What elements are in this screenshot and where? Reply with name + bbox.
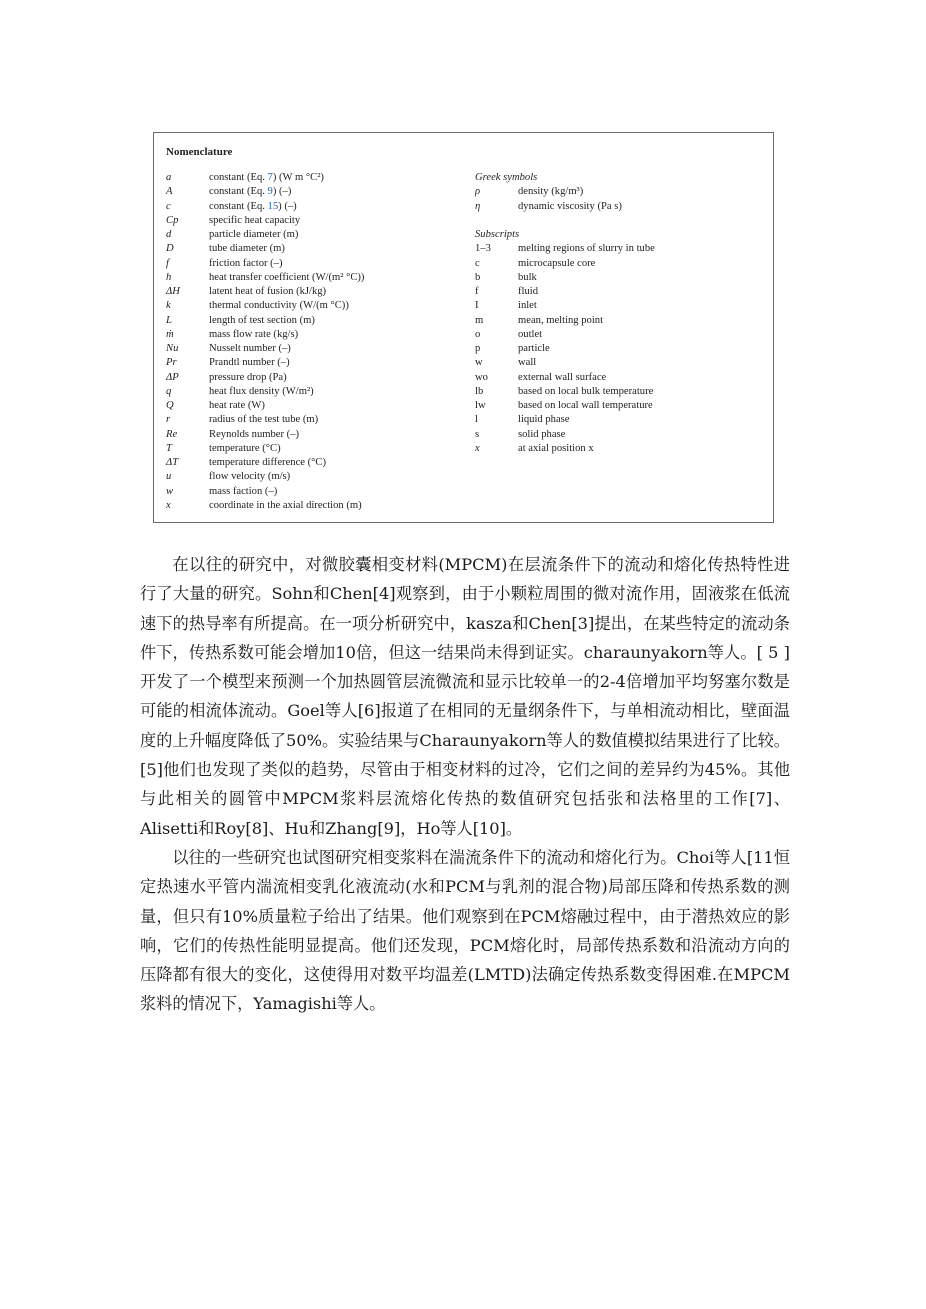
nomenclature-definition [209, 242, 285, 256]
definition-text: inlet [518, 300, 537, 312]
nomenclature-row [166, 470, 364, 484]
nomenclature-row [475, 328, 655, 342]
nomenclature-symbol: η [475, 200, 481, 212]
paragraph-2: 以往的一些研究也试图研究相变浆料在湍流条件下的流动和熔化行为。Choi等人[11恒定热速水平管内湍流相变乳化液流动(水和PCM与乳剂的混合物)局部压降和传热系数的测量，但只有10%质量粒子给出了结果。他们观察到在PCM熔融过程中，由于潜热效应的影响，它们的传热性能明显提高。他们还发现，PCM熔化时，局部传热系数和沿流动方向的压降都有很大的变化，这使得用对数平均温差(LMTD)法确定传热系数变得困难.在MPCM浆料的情况下，Yamagishi等人。 [140, 847, 790, 1014]
definition-text: Prandtl number (–) [209, 357, 290, 369]
nomenclature-definition [518, 257, 595, 271]
nomenclature-definition [209, 214, 300, 228]
nomenclature-symbol: o [475, 328, 481, 340]
definition-text: temperature difference (°C) [209, 457, 326, 468]
definition-text: coordinate in the axial direction (m) [209, 499, 362, 511]
nomenclature-row [166, 171, 364, 185]
nomenclature-definition [518, 185, 583, 199]
nomenclature-symbol: T [166, 442, 172, 454]
nomenclature-definition [209, 228, 298, 242]
nomenclature-left-column [166, 171, 364, 513]
nomenclature-definition [518, 442, 594, 456]
nomenclature-row [166, 271, 364, 285]
definition-text: constant (Eq. [209, 186, 268, 198]
nomenclature-definition [209, 371, 287, 385]
nomenclature-definition [518, 428, 565, 442]
greek-symbols-list [475, 185, 655, 214]
nomenclature-row [475, 442, 655, 456]
nomenclature-row [166, 242, 364, 256]
nomenclature-definition [518, 299, 537, 313]
nomenclature-row [166, 485, 364, 499]
definition-text: mass faction (–) [209, 485, 278, 497]
nomenclature-row [166, 385, 364, 399]
nomenclature-table [153, 132, 774, 523]
nomenclature-definition [518, 242, 655, 256]
nomenclature-symbol: ΔH [166, 286, 180, 297]
definition-text: dynamic viscosity (Pa s) [518, 200, 622, 212]
nomenclature-row [166, 399, 364, 413]
equation-reference-link[interactable]: 9 [267, 186, 273, 198]
nomenclature-symbol: x [475, 442, 480, 454]
nomenclature-row [166, 200, 364, 214]
nomenclature-symbol: 1–3 [475, 243, 491, 255]
definition-unit: ) (W m °C²) [272, 172, 324, 183]
nomenclature-symbol: q [166, 385, 172, 397]
nomenclature-definition [209, 442, 281, 456]
nomenclature-row [475, 314, 655, 328]
nomenclature-symbol: p [475, 343, 481, 354]
definition-text: microcapsule core [518, 257, 596, 269]
nomenclature-symbol: w [475, 357, 483, 369]
nomenclature-row [166, 285, 364, 299]
nomenclature-row [475, 271, 655, 285]
nomenclature-symbol: Cp [166, 214, 179, 226]
nomenclature-title: Nomenclature [166, 146, 233, 158]
definition-text: specific heat capacity [209, 214, 301, 226]
definition-text: particle [518, 343, 550, 354]
nomenclature-row [166, 413, 364, 427]
definition-text: solid phase [518, 428, 566, 440]
nomenclature-symbol: m [475, 314, 484, 326]
definition-text: constant (Eq. [209, 200, 268, 212]
nomenclature-symbol: c [166, 200, 171, 212]
nomenclature-definition [518, 285, 538, 299]
nomenclature-definition [209, 185, 291, 199]
definition-text: at axial position x [518, 442, 594, 454]
nomenclature-symbol: x [166, 499, 171, 511]
definition-text: outlet [518, 328, 543, 340]
nomenclature-definition [518, 200, 622, 214]
definition-text: mass flow rate (kg/s) [209, 328, 299, 340]
subscripts-heading: Subscripts [475, 229, 520, 240]
nomenclature-row [166, 371, 364, 385]
nomenclature-row [166, 428, 364, 442]
nomenclature-definition [209, 399, 265, 413]
nomenclature-symbol: s [475, 428, 480, 440]
nomenclature-row [475, 299, 655, 313]
definition-text: radius of the test tube (m) [209, 414, 319, 426]
body-text [140, 550, 790, 1019]
greek-symbols-heading: Greek symbols [475, 172, 538, 183]
nomenclature-row [475, 200, 655, 214]
nomenclature-symbol: ρ [475, 186, 481, 198]
nomenclature-definition [518, 385, 653, 399]
nomenclature-symbol: r [166, 414, 171, 426]
definition-text: flow velocity (m/s) [209, 471, 291, 483]
nomenclature-row [166, 342, 364, 356]
nomenclature-definition [518, 328, 542, 342]
definition-text: heat flux density (W/m²) [209, 385, 314, 397]
nomenclature-row [475, 371, 655, 385]
definition-text: heat rate (W) [209, 400, 265, 411]
definition-text: particle diameter (m) [209, 229, 299, 240]
nomenclature-row [166, 314, 364, 328]
definition-text: friction factor (–) [209, 257, 283, 269]
nomenclature-symbol: L [166, 314, 172, 326]
nomenclature-symbol: h [166, 271, 172, 283]
nomenclature-definition [209, 413, 318, 427]
nomenclature-definition [209, 299, 349, 313]
nomenclature-symbol: wo [475, 371, 488, 383]
nomenclature-symbol: ṁ [166, 328, 174, 340]
definition-text: based on local wall temperature [518, 400, 653, 411]
nomenclature-row [475, 385, 655, 399]
nomenclature-definition [209, 428, 299, 442]
definition-text: Reynolds number (–) [209, 428, 300, 440]
definition-text: liquid phase [518, 414, 570, 426]
nomenclature-definition [209, 271, 364, 285]
nomenclature-definition [209, 314, 315, 328]
nomenclature-row [475, 185, 655, 199]
nomenclature-row [166, 356, 364, 370]
nomenclature-definition [209, 485, 277, 499]
nomenclature-symbol: ΔT [166, 457, 179, 468]
nomenclature-symbol: k [166, 300, 171, 312]
nomenclature-row [475, 356, 655, 370]
definition-text: Nusselt number (–) [209, 343, 291, 354]
nomenclature-row [475, 399, 655, 413]
definition-text: tube diameter (m) [209, 243, 285, 255]
nomenclature-definition [209, 456, 326, 470]
nomenclature-row [475, 413, 655, 427]
nomenclature-row [475, 428, 655, 442]
nomenclature-symbol: lw [475, 400, 486, 411]
definition-text: bulk [518, 271, 537, 283]
nomenclature-symbol: A [166, 186, 173, 198]
nomenclature-definition [209, 328, 298, 342]
nomenclature-row [475, 285, 655, 299]
nomenclature-definition [518, 413, 570, 427]
nomenclature-definition [209, 470, 290, 484]
nomenclature-row [475, 342, 655, 356]
nomenclature-row [166, 185, 364, 199]
nomenclature-row [166, 328, 364, 342]
nomenclature-symbol: u [166, 471, 172, 483]
nomenclature-definition [209, 385, 314, 399]
nomenclature-definition [518, 342, 550, 356]
nomenclature-row [166, 214, 364, 228]
nomenclature-symbol: Nu [166, 343, 179, 354]
definition-text: pressure drop (Pa) [209, 371, 287, 383]
nomenclature-definition [518, 271, 537, 285]
nomenclature-definition [209, 171, 324, 185]
nomenclature-row [166, 499, 364, 513]
nomenclature-row [166, 299, 364, 313]
nomenclature-definition [209, 257, 283, 271]
nomenclature-symbol: a [166, 172, 172, 183]
definition-text: density (kg/m³) [518, 186, 584, 198]
nomenclature-definition [209, 285, 326, 299]
definition-text: constant (Eq. [209, 172, 268, 183]
nomenclature-definition [209, 200, 297, 214]
nomenclature-symbol: D [166, 243, 174, 255]
nomenclature-row [166, 228, 364, 242]
nomenclature-symbol: lb [475, 385, 484, 397]
nomenclature-definition [518, 371, 606, 385]
equation-reference-link[interactable]: 15 [267, 200, 279, 212]
definition-text: external wall surface [518, 371, 607, 383]
nomenclature-symbol: d [166, 229, 172, 240]
nomenclature-symbol: w [166, 485, 174, 497]
nomenclature-symbol: f [475, 286, 479, 297]
nomenclature-row [166, 257, 364, 271]
nomenclature-definition [518, 356, 536, 370]
nomenclature-symbol: Re [166, 428, 178, 440]
definition-text: latent heat of fusion (kJ/kg) [209, 286, 327, 297]
nomenclature-symbol: Q [166, 400, 174, 411]
nomenclature-row [166, 456, 364, 470]
definition-unit: ) (–) [278, 200, 297, 212]
nomenclature-right-column [475, 171, 655, 456]
definition-text: temperature (°C) [209, 442, 281, 454]
nomenclature-symbol: ΔP [166, 371, 179, 383]
definition-text: wall [518, 357, 537, 369]
definition-text: heat transfer coefficient (W/(m² °C)) [209, 271, 365, 283]
definition-text: melting regions of slurry in tube [518, 243, 655, 255]
nomenclature-definition [209, 356, 290, 370]
paragraph-1: 在以往的研究中，对微胶囊相变材料(MPCM)在层流条件下的流动和熔化传热特性进行了大量的研究。Sohn和Chen[4]观察到，由于小颗粒周围的微对流作用，固液浆在低流速下的热导率有所提高。在一项分析研究中，kasza和Chen[3]提出，在某些特定的流动条件下，传热系数可能会增加10倍，但这一结果尚未得到证实。charaunyakorn等人。[ 5 ]开发了一个模型来预测一个加热圆管层流微流和显示比较单一的2-4倍增加平均努塞尔数是可能的相流体流动。Goel等人[6]报道了在相同的无量纲条件下，与单相流动相比，壁面温度的上升幅度降低了50%。实验结果与Charaunyakorn等人的数值模拟结果进行了比较。[5]他们也发现了类似的趋势，尽管由于相变材料的过冷，它们之间的差异约为45%。其他与此相关的圆管中MPCM浆料层流熔化传热的数值研究包括张和法格里的工作[7]、Alisetti和Roy[8]、Hu和Zhang[9]，Ho等人[10]。 [140, 555, 790, 838]
equation-reference-link[interactable]: 7 [267, 172, 273, 183]
nomenclature-symbol: l [475, 414, 478, 426]
nomenclature-definition [209, 342, 291, 356]
definition-unit: ) (–) [272, 186, 292, 198]
nomenclature-definition [518, 314, 603, 328]
nomenclature-row [475, 242, 655, 256]
nomenclature-symbol: f [166, 257, 169, 269]
nomenclature-symbol: Pr [166, 357, 177, 369]
subscripts-list [475, 242, 655, 456]
definition-text: based on local bulk temperature [518, 385, 654, 397]
nomenclature-symbol: c [475, 257, 480, 269]
nomenclature-row [475, 257, 655, 271]
definition-text: thermal conductivity (W/(m °C)) [209, 300, 349, 312]
definition-text: fluid [518, 286, 539, 297]
nomenclature-symbol: I [475, 300, 479, 312]
nomenclature-definition [209, 499, 362, 513]
nomenclature-row [166, 442, 364, 456]
definition-text: length of test section (m) [209, 314, 315, 326]
nomenclature-symbol: b [475, 271, 481, 283]
nomenclature-definition [518, 399, 653, 413]
definition-text: mean, melting point [518, 314, 604, 326]
